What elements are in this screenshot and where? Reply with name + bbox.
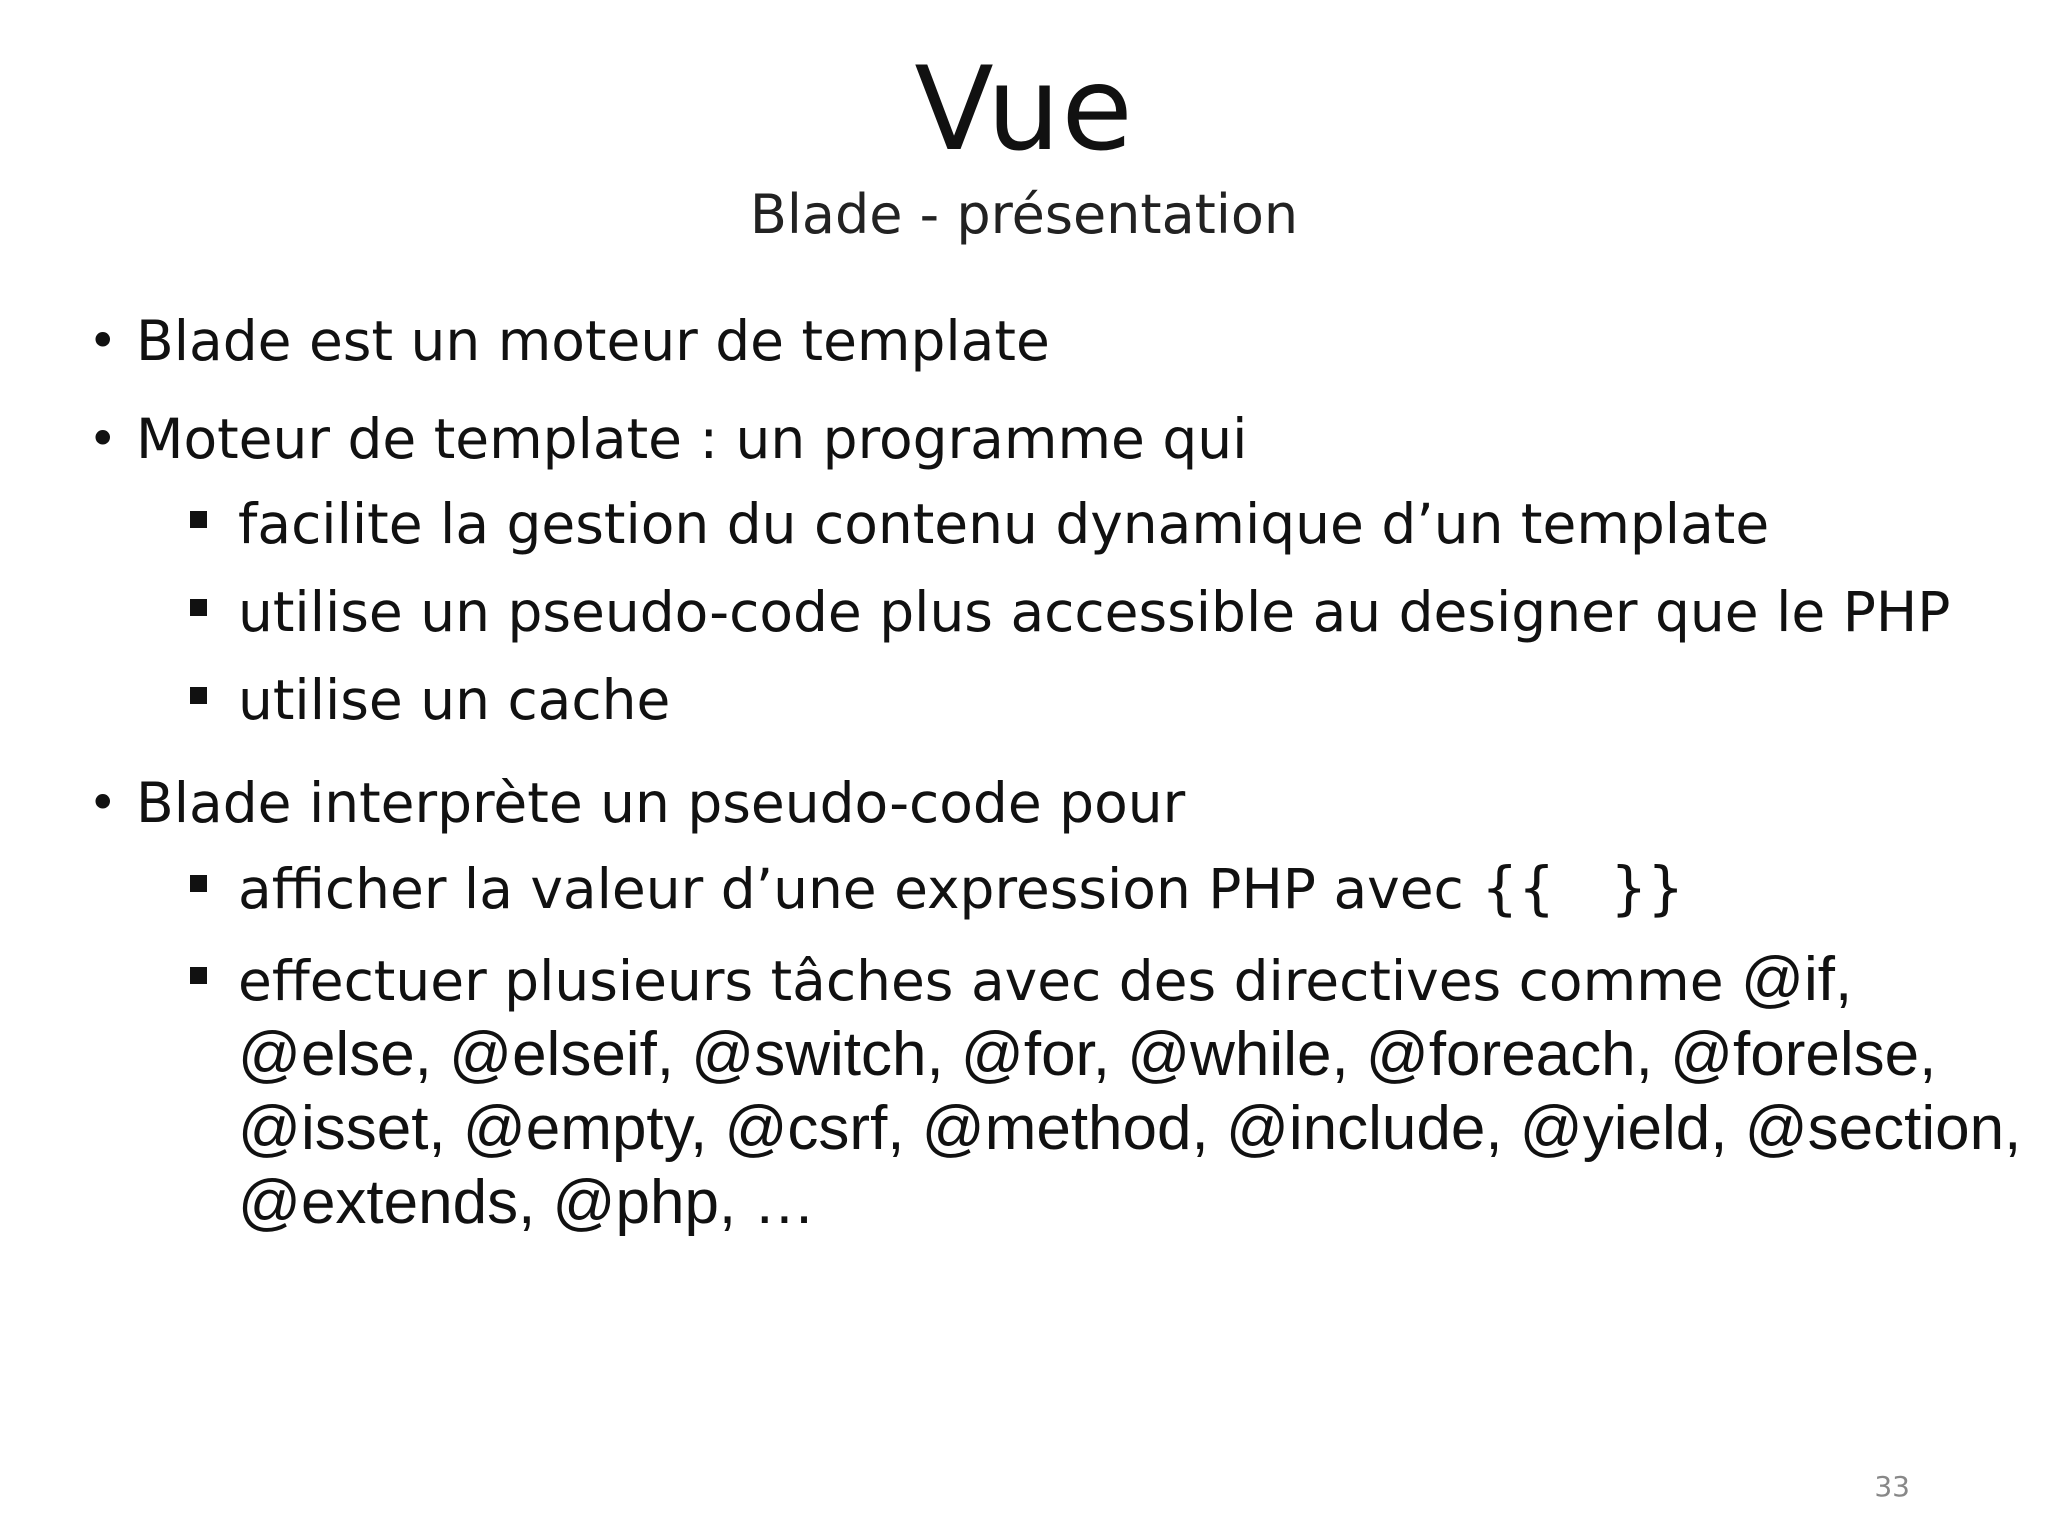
slide-content	[80, 300, 2022, 1240]
bullet-dot-icon: •	[88, 410, 118, 468]
sub-bullet-item	[80, 844, 2000, 933]
square-bullet-icon	[190, 599, 207, 616]
bullet-dot-icon: •	[88, 312, 118, 370]
bullet-item	[80, 300, 2000, 382]
blade-braces: {{ }}	[1481, 854, 1685, 922]
sub-bullet-text: facilite la gestion du contenu dynamique d’un template	[238, 492, 1770, 556]
sub-bullet-item	[80, 480, 2000, 568]
sub-bullet-text: effectuer plusieurs tâches avec des directives comme	[238, 949, 1742, 1013]
square-bullet-icon	[190, 687, 207, 704]
sub-bullet-item	[80, 943, 2038, 1240]
bullet-item	[80, 762, 2000, 844]
slide-title: Vue	[914, 42, 1134, 177]
square-bullet-icon	[190, 967, 207, 984]
bullet-item	[80, 398, 2000, 480]
directive-first: @if,	[1741, 945, 1853, 1014]
square-bullet-icon	[190, 511, 207, 528]
sub-bullet-item	[80, 656, 2000, 744]
slide-subtitle: Blade - présentation	[749, 183, 1299, 246]
square-bullet-icon	[190, 875, 207, 892]
bullet-dot-icon: •	[88, 774, 118, 832]
sub-bullet-text: utilise un pseudo-code plus accessible au designer que le PHP	[238, 580, 1951, 644]
bullet-text: Moteur de template : un programme qui	[136, 407, 1248, 471]
directive-list: @else, @elseif, @switch, @for, @while, @foreach, @forelse, @isset, @empty, @csrf, @method, @include, @yield, @section, @extends, @php, …	[238, 1020, 2022, 1237]
bullet-text: Blade interprète un pseudo-code pour	[136, 771, 1186, 835]
sub-bullet-text: utilise un cache	[238, 668, 671, 732]
page-number: 33	[1874, 1470, 1910, 1503]
bullet-text: Blade est un moteur de template	[136, 309, 1050, 373]
sub-bullet-item	[80, 568, 2000, 656]
sub-bullet-text: afficher la valeur d’une expression PHP avec	[238, 857, 1482, 921]
